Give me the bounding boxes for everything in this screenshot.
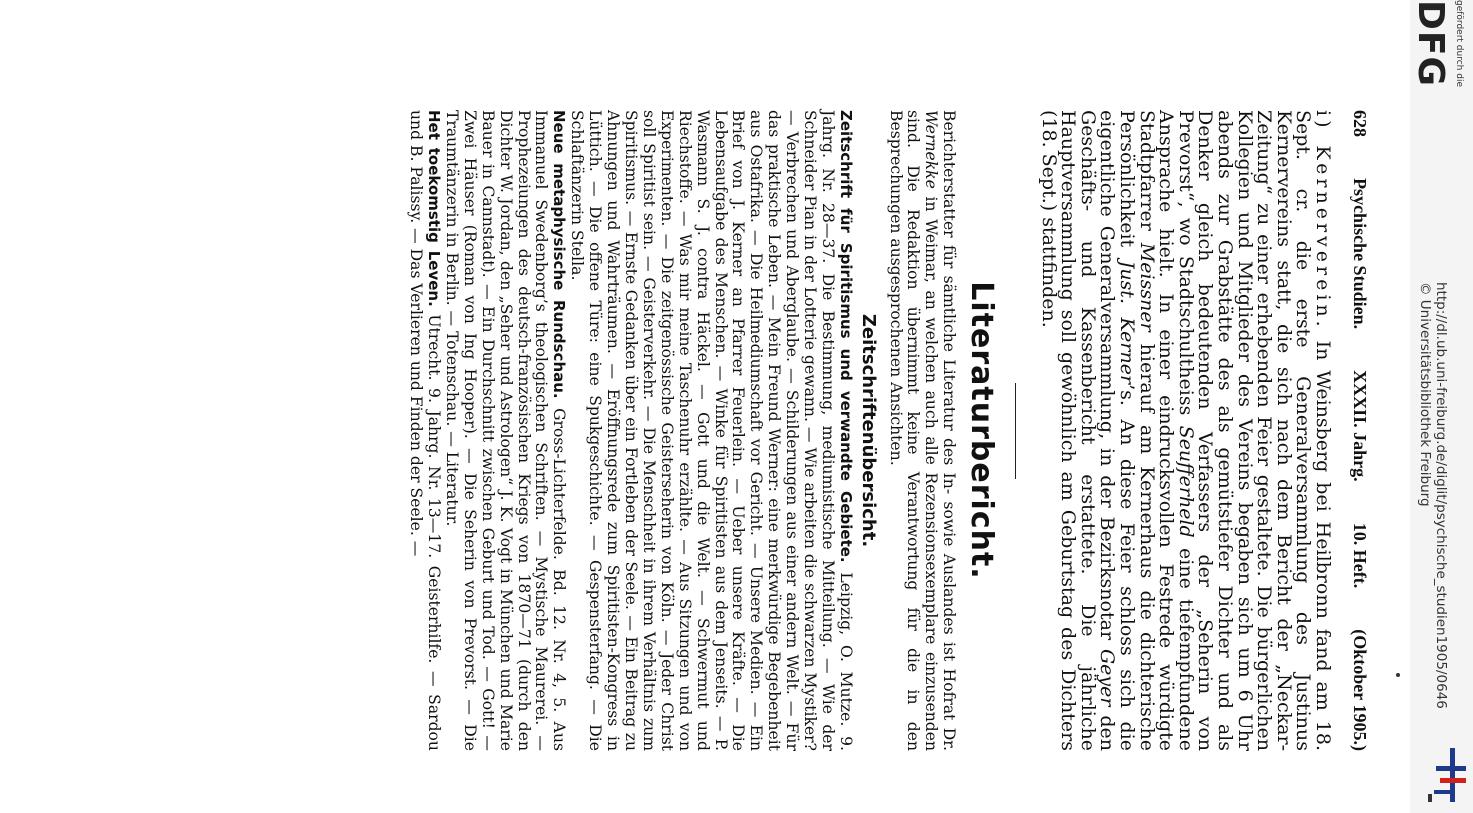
page-number: 628 xyxy=(1350,110,1370,137)
zeitschriftenuebersicht-heading: Zeitschriftenübersicht. xyxy=(857,313,879,548)
entry-title: Zeitschrift für Spiritismus und verwandte Gebiete. xyxy=(836,110,855,563)
entry-het-toekomstig-leven xyxy=(406,110,442,751)
article-text-5: den Geschäfts- und Kassenbericht erstattete. Die jährliche Hauptversammlung soll gewöhnlich am Geburtstag des Dichters (18. Sept.) stattfinden. xyxy=(1037,110,1119,751)
volume: XXXII. Jahrg. xyxy=(1350,370,1370,482)
entry-title: Neue metaphysische Rundschau. xyxy=(550,110,569,399)
name-meissner: Meissner xyxy=(1135,242,1158,332)
source-url-link[interactable]: http://dl.ub.uni-freiburg.de/diglit/psychische_studien1905/0646 xyxy=(1433,282,1449,709)
stray-mark xyxy=(1396,673,1400,677)
article-lead: i) Kernerverein. xyxy=(1312,110,1334,331)
article-text-4: ’s. An diese Feier schloss sich die eigentliche Generalversammlung, in der Bezirksnotar xyxy=(1096,110,1139,751)
article-text-1: In Weinsberg bei Heilbronn fand am 18. Sept. cr. die erste Generalversammlung des Justinus Kernervereins statt, die sich nach dem Bericht der „Neckar-Zeitung“ zu einer erhebenden Feier gestaltete. Die bürgerlichen Kollegien und Mitglieder des Vereins begaben sich um 6 Uhr abends zur Grabstätte des als gemütstiefer Dichter und als Denker gleich bedeutenden Verfassers der „Seherin von Prevorst“, wo Stadtschultheiss xyxy=(1174,110,1334,751)
article-kernerverein xyxy=(1038,110,1332,751)
issue-date: (Oktober 1905.) xyxy=(1350,629,1370,751)
intro-text-b: in Weimar, an welchen auch alle Rezensionsexemplare einzusenden sind. Die Redaktion übernimmt keine Verantwortung für die in den Besprechungen ausgesprochenen Ansichten. xyxy=(886,110,941,751)
running-head xyxy=(1350,110,1370,751)
name-seufferheld: Seufferheld xyxy=(1174,425,1197,538)
literaturbericht-heading: Literaturbericht. xyxy=(964,281,1000,580)
name-kerner: Just. Kerner xyxy=(1116,260,1139,385)
entry-title: Het toekomstig Leven. xyxy=(425,110,444,307)
library-logo-icon xyxy=(1426,746,1470,804)
funder-note: gefördert durch die xyxy=(1454,0,1464,87)
entry-text: Leipzig, O. Mutze. 9. Jahrg. Nr. 28—37. Die Bestimmung, mediumistische Mitteilung. — Wie der Schneider Pian in der Lotterie gewann. — Wie arbeiten die schwarzen Mystiker? — Verbrechen und Aberglaube. — Schilderungen aus einer andern Welt. — Für das praktische Leben. — Mein Freund Werner: eine merkwürdige Begebenheit aus Ostafrika. — Die Heilmediumschaft vor Gericht. — Unsere Medien. — Ein Brief von J. Kerner an Pfarrer Feuerlein. — Ueber unsere Kräfte. — Die Lebensaufgabe des Menschen. — Winke für Spiritisten aus dem Jenseits. — P. Wasmann S. J. contra Häckel. — Gott und die Welt. — Schwermut und Riechstoffe. — Was mir meine Taschenuhr erzählte. — Aus Sitzungen und von Experimenten. — Die zeitgenössische Geisterseherin von Köln. — Jeder Christ soll Spiritist sein. — Geisterverkehr. — Die Menschheit in ihrem Verhältnis zum Spiritismus. — Ernste Gedanken über ein Fortleben der Seele. — Ein Beitrag zu Ahnungen und Wahrträumen. — Eröffnungsrede zum Spiritisten-Kongress in Lüttich. — Die offene Türe: eine Spukgeschichte. — Gespensterfang. — Die Schlaftänzerin Stella. xyxy=(568,110,855,751)
section-divider xyxy=(1015,383,1016,479)
copyright-note: © Universitätsbibliothek Freiburg xyxy=(1417,282,1433,507)
viewer-sidebar xyxy=(1410,0,1473,813)
literaturbericht-intro xyxy=(886,110,957,751)
intro-text-a: Berichterstatter für sämtliche Literatur des In- sowie Auslandes ist Hofrat Dr. xyxy=(940,110,959,751)
entry-neue-metaphysische-rundschau xyxy=(442,110,567,751)
entry-text: Gross-Lichterfelde. Bd. 12. Nr. 4, 5. Aus Immanuel Swedenborg’s theologischen Schriften. — Mystische Maurerei. — Prophezeiungen des deutsch-französischen Kriegs von 1870—71 (durch den Dichter W. Jordan, den „Seher und Astrologen“ J. K. Vogt in München und Marie Bauer in Cannstadt). — Ein Durchschnitt zwischen Geburt und Tod. — Gott! — Zwei Häuser (Roman von Ing Hooper). — Die Seherin von Prevorst. — Die Traumtänzerin in Berlin. — Totenschau. — Literatur. xyxy=(442,110,569,751)
name-geyer: Geyer xyxy=(1096,648,1119,707)
issue: 10. Heft. xyxy=(1350,522,1370,589)
entry-text: Utrecht. 9. Jahrg. Nr. 13—17. Geisterhilfe. — Sardou und B. Palissy. — Das Verlieren und Finden der Seele. — xyxy=(407,110,444,751)
journal-title: Psychische Studien. xyxy=(1350,178,1370,330)
article-text-3: hierauf am Kernerhaus die dichterische Persönlichkeit xyxy=(1116,110,1158,751)
article-text-2: eine tiefempfundene Ansprache hielt. In einer eindrucksvollen Festrede würdigte Stadtpfarrer xyxy=(1135,110,1197,751)
sidebar-rotated-content xyxy=(1410,0,1473,813)
dfg-logo: DFG xyxy=(1410,0,1451,88)
entry-zeitschrift-spiritismus xyxy=(567,110,854,751)
intro-name: Wernekke xyxy=(922,110,941,189)
